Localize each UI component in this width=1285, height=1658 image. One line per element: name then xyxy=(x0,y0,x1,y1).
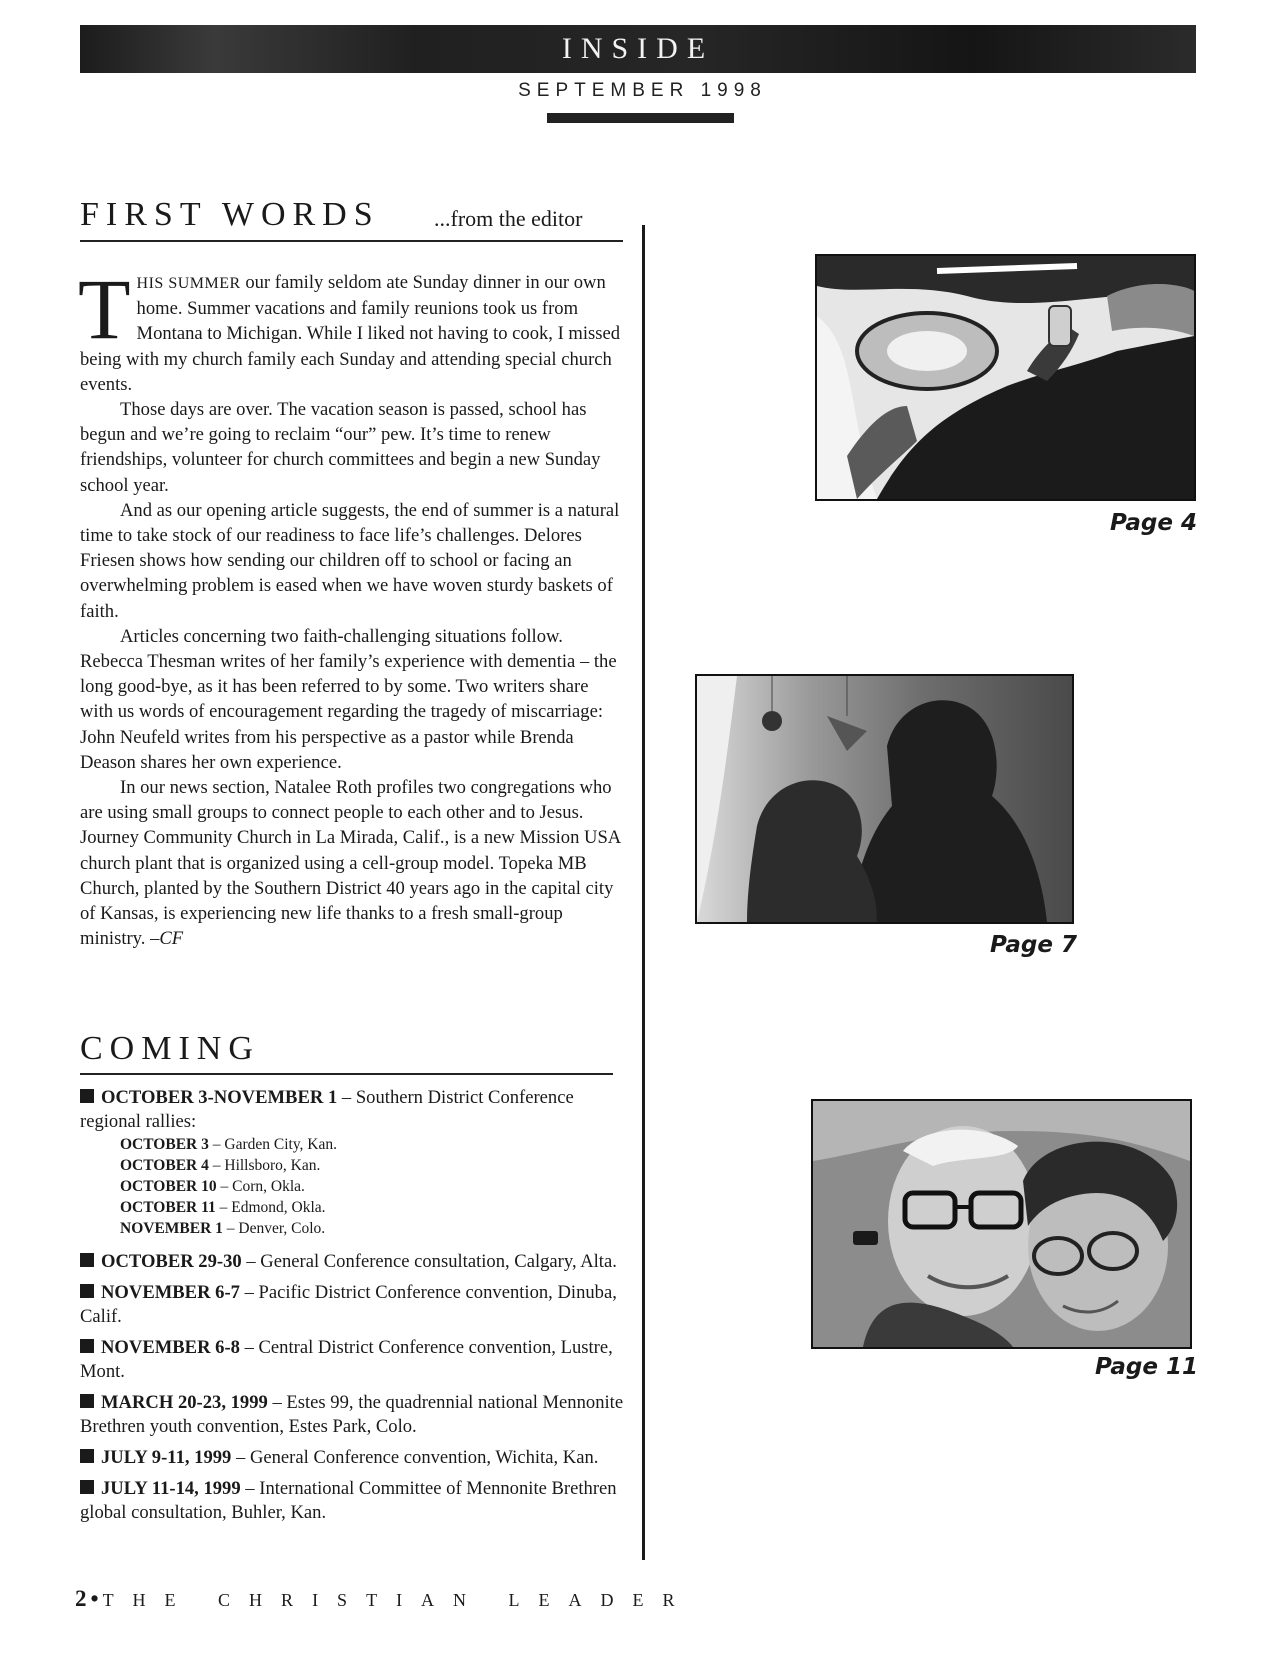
rally-date: OCTOBER 3 xyxy=(120,1136,209,1153)
coming-rule xyxy=(80,1073,613,1075)
lead-caps: HIS SUMMER xyxy=(136,275,241,292)
page-footer xyxy=(75,1586,694,1612)
event-text: – Central District Conference convention, Lustre, Mont. xyxy=(80,1337,613,1382)
event-item xyxy=(80,1086,625,1243)
event-item xyxy=(80,1477,625,1525)
article-paragraph: Articles concerning two faith-challenging situations follow. Rebecca Thesman writes of her family’s experience with dementia – the long good-bye, as it has been referred to by some. Two writers share with us words of encouragement regarding the tragedy of miscarriage: John Neufeld writes from his perspective as a pastor while Brenda Deason shares her own experience. xyxy=(80,625,617,773)
event-date: JULY 11-14, 1999 xyxy=(101,1478,241,1499)
event-text: – General Conference convention, Wichita, Kan. xyxy=(231,1447,599,1468)
bullet-square-icon xyxy=(80,1480,94,1494)
paragraph-text: In our news section, Natalee Roth profiles two congregations who are using small groups to connect people to each other and to Jesus. Journey Community Church in La Mirada, Calif., is a new Mission USA church plant that is organized using a cell-group model. Topeka MB Church, planted by the Southern District 40 years ago in the capital city of Kansas, is experiencing new life thanks to a fresh small-group ministry. xyxy=(80,777,621,950)
bullet-square-icon xyxy=(80,1089,94,1103)
rally-location: – Corn, Okla. xyxy=(216,1178,305,1195)
bullet-square-icon xyxy=(80,1253,94,1267)
coming-heading: COMING xyxy=(80,1030,260,1067)
editor-article xyxy=(78,261,621,951)
event-date: JULY 9-11, 1999 xyxy=(101,1447,232,1468)
rally-date: OCTOBER 11 xyxy=(120,1199,216,1216)
photo-page-label: Page 11 xyxy=(1095,1354,1198,1380)
event-item xyxy=(80,1336,625,1384)
first-words-rule xyxy=(80,240,623,242)
paragraph-text: our family seldom ate Sunday dinner in our own home. Summer vacations and family reunions took us from Montana to Michigan. While I liked not having to cook, I missed being with my church family each Sunday and attending special church events. xyxy=(80,272,621,395)
event-date: OCTOBER 3-NOVEMBER 1 xyxy=(101,1087,338,1108)
event-date: OCTOBER 29-30 xyxy=(101,1251,242,1272)
event-item xyxy=(80,1446,625,1470)
rally-item xyxy=(120,1155,625,1176)
rally-location: – Edmond, Okla. xyxy=(215,1199,326,1216)
bullet-square-icon xyxy=(80,1339,94,1353)
bullet-square-icon xyxy=(80,1394,94,1408)
inside-banner xyxy=(80,25,1196,73)
photo-dinner-table xyxy=(815,254,1196,501)
event-date: NOVEMBER 6-8 xyxy=(101,1337,240,1358)
event-text: – Pacific District Conference convention, Dinuba, Calif. xyxy=(80,1282,617,1327)
rally-item xyxy=(120,1197,625,1218)
first-words-subheading: ...from the editor xyxy=(434,206,583,231)
rally-location: – Garden City, Kan. xyxy=(208,1136,338,1153)
events-list xyxy=(80,1086,625,1532)
event-text: – Estes 99, the quadrennial national Mennonite Brethren youth convention, Estes Park, Colo. xyxy=(80,1392,624,1437)
event-item xyxy=(80,1281,625,1329)
rally-item xyxy=(120,1218,625,1239)
photo-dinner-image xyxy=(817,256,1194,499)
rally-location: – Denver, Colo. xyxy=(222,1220,326,1237)
footer-bullet: • xyxy=(90,1586,103,1611)
page-number: 2 xyxy=(75,1586,91,1611)
rally-sublist xyxy=(120,1134,625,1243)
photo-mother-child xyxy=(695,674,1074,924)
event-text: – General Conference consultation, Calgary, Alta. xyxy=(241,1251,617,1272)
rally-item xyxy=(120,1134,625,1155)
bullet-square-icon xyxy=(80,1449,94,1463)
article-paragraph: And as our opening article suggests, the end of summer is a natural time to take stock of our readiness to face life’s challenges. Delores Friesen shows how sending our children off to school or facing an overwhelming problem is eased when we have woven sturdy baskets of faith. xyxy=(80,499,620,622)
event-text: – Southern District Conference regional rallies: xyxy=(80,1087,574,1132)
article-paragraph xyxy=(80,775,621,951)
rally-item xyxy=(120,1176,625,1197)
event-text: – International Committee of Mennonite Brethren global consultation, Buhler, Kan. xyxy=(80,1478,617,1523)
issue-date: SEPTEMBER 1998 xyxy=(518,80,767,101)
publication-name: THE CHRISTIAN LEADER xyxy=(102,1590,694,1610)
bullet-square-icon xyxy=(80,1284,94,1298)
photo-elderly-couple xyxy=(811,1099,1192,1349)
article-paragraph xyxy=(78,261,621,397)
event-date: MARCH 20-23, 1999 xyxy=(101,1392,268,1413)
column-divider xyxy=(642,225,645,1560)
banner-title: INSIDE xyxy=(561,32,715,65)
article-paragraph: Those days are over. The vacation season is passed, school has begun and we’re going to reclaim “our” pew. It’s time to renew friendships, volunteer for church committees and begin a new Sunday school year. xyxy=(80,399,601,496)
photo-elderly-couple-image xyxy=(813,1101,1190,1347)
rally-date: OCTOBER 10 xyxy=(120,1178,217,1195)
editor-signature: –CF xyxy=(150,928,184,950)
date-underline-bar xyxy=(547,113,734,123)
drop-cap: T xyxy=(78,261,131,357)
rally-date: NOVEMBER 1 xyxy=(120,1220,223,1237)
photo-page-label: Page 7 xyxy=(990,932,1077,958)
event-item xyxy=(80,1391,625,1439)
event-item xyxy=(80,1250,625,1274)
photo-page-label: Page 4 xyxy=(1110,510,1197,536)
rally-location: – Hillsboro, Kan. xyxy=(208,1157,321,1174)
rally-date: OCTOBER 4 xyxy=(120,1157,209,1174)
photo-mother-child-image xyxy=(697,676,1072,922)
first-words-heading: FIRST WORDS xyxy=(80,196,380,233)
event-date: NOVEMBER 6-7 xyxy=(101,1282,240,1303)
